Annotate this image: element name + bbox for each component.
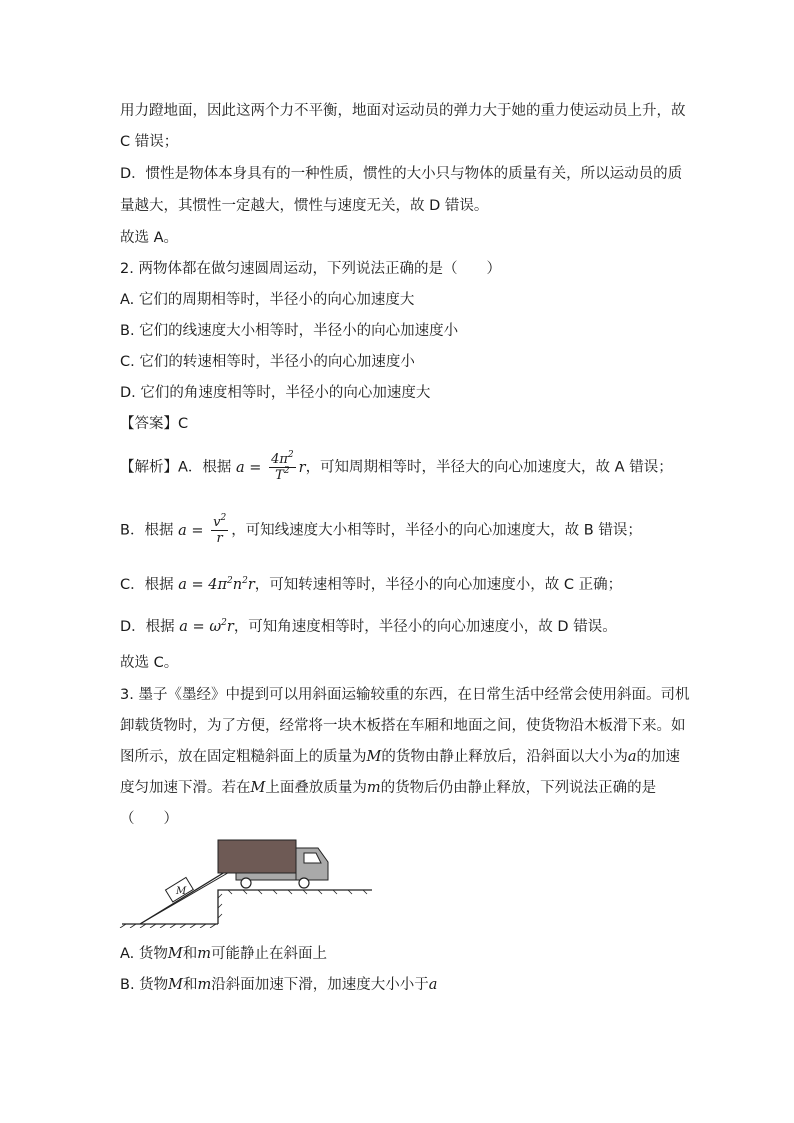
- analysis-a: 【解析】A．根据 a = $\frac{4\pi^2}{T^2}$ r，可知周期相等时，半径大的向心加速度大，故 A 错误；: [120, 450, 673, 483]
- question-3-line: 3. 墨子《墨经》中提到可以用斜面运输较重的东西，在日常生活中经常会使用斜面。司机: [120, 687, 690, 703]
- option-c: C. 它们的转速相等时，半径小的向心加速度小: [120, 354, 415, 370]
- option-a: A. 它们的周期相等时，半径小的向心加速度大: [120, 292, 415, 308]
- formula-a: a = $\frac{4\pi^2}{T^2}$ r: [236, 450, 306, 483]
- figure-label: M: [176, 886, 187, 897]
- text-line: D．惯性是物体本身具有的一种性质，惯性的大小只与物体的质量有关，所以运动员的质: [120, 166, 683, 182]
- question-3-line: 卸载货物时，为了方便，经常将一块木板搭在车厢和地面之间，使货物沿木板滑下来。如: [120, 718, 686, 734]
- analysis-b: B．根据 a = $\frac{v^2}{r}$ ，可知线速度大小相等时，半径小的向心加速度大，故 B 错误；: [120, 513, 642, 546]
- analysis-d: D．根据 $a = \omega^2r$，可知角速度相等时，半径小的向心加速度小，故 D 错误。: [120, 618, 617, 635]
- formula-c: $a = 4\pi^2n^2r$: [178, 576, 255, 593]
- question-3-bracket: （ ）: [120, 811, 178, 827]
- truck-ramp-figure: [118, 836, 378, 928]
- analysis-c: C．根据 $a = 4\pi^2n^2r$，可知转速相等时，半径小的向心加速度小，故 C 正确；: [120, 576, 623, 593]
- text-line: 量越大，其惯性一定越大，惯性与速度无关，故 D 错误。: [120, 198, 489, 214]
- text-line: 用力蹬地面，因此这两个力不平衡，地面对运动员的弹力大于她的重力使运动员上升，故: [120, 103, 686, 119]
- text-line: 故选 A。: [120, 230, 179, 246]
- option-b: B. 货物M和m沿斜面加速下滑，加速度大小小于a: [120, 977, 438, 993]
- question-3-line: 度匀加速下滑。若在M上面叠放质量为m的货物后仍由静止释放，下列说法正确的是: [120, 780, 657, 796]
- question-3-line: 图所示，放在固定粗糙斜面上的质量为M的货物由静止释放后，沿斜面以大小为a的加速: [120, 749, 681, 765]
- analysis-tag: 【解析】: [120, 459, 178, 476]
- option-b: B. 它们的线速度大小相等时，半径小的向心加速度小: [120, 323, 459, 339]
- text-line: C 错误；: [120, 134, 179, 150]
- answer-line: [120, 414, 188, 434]
- question-2-stem: 2. 两物体都在做匀速圆周运动，下列说法正确的是（ ）: [120, 261, 501, 277]
- answer-tag: 【答案】: [120, 416, 178, 432]
- formula-d: $a = \omega^2r$: [179, 618, 234, 635]
- truck-cargo-box: [218, 840, 296, 873]
- formula-b: a = $\frac{v^2}{r}$: [178, 513, 227, 546]
- conclusion: 故选 C。: [120, 655, 179, 671]
- option-d: D. 它们的角速度相等时，半径小的向心加速度大: [120, 385, 431, 401]
- option-a: A. 货物M和m可能静止在斜面上: [120, 946, 327, 962]
- answer-value: C: [178, 416, 189, 432]
- truck-icon: [218, 840, 328, 888]
